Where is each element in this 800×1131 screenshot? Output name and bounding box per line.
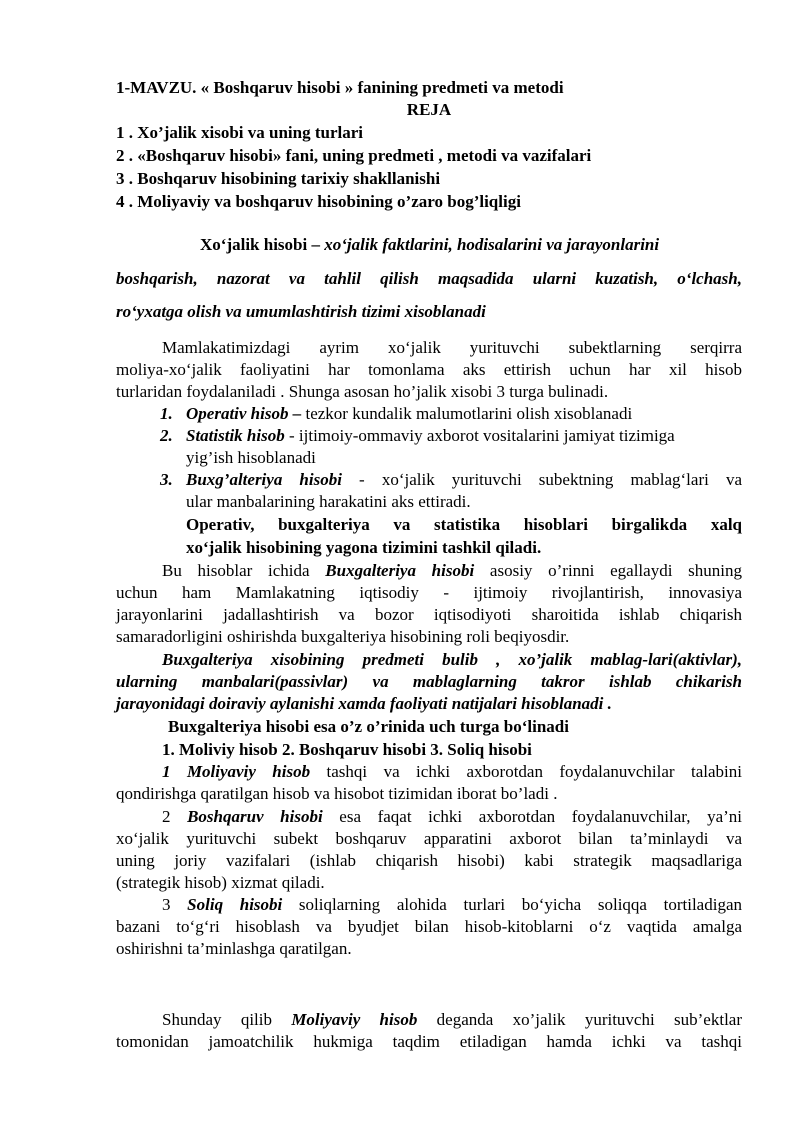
type-item-2-cont: yig’ish hisoblanadi: [186, 448, 316, 467]
unity-line-2: xo‘jalik hisobining yagona tizimini tashkil qiladi.: [186, 538, 542, 557]
tax-line-1: 3 Soliq hisobi soliqlarning alohida turlari bo‘yicha soliqqa tortiladigan: [162, 895, 743, 914]
mgmt-line-4: (strategik hisob) xizmat qiladi.: [116, 873, 325, 892]
definition-line-3: ro‘yxatga olish va umumlashtirish tizimi xisoblanadi: [116, 302, 486, 321]
definition-term: Xo‘jalik hisobi –: [200, 235, 325, 254]
tax-line-2: bazani to‘g‘ri hisoblash va byudjet bilan hisob-kitoblarni o‘z vaqtida amalga: [116, 917, 742, 936]
closing-line-1: Shunday qilib Moliyaviy hisob deganda xo’jalik yurituvchi sub’ektlar: [162, 1010, 742, 1029]
para1-line-2: moliya-xo‘jalik faoliyatini har tomonlama aks ettirish uchun har xil hisob: [116, 360, 742, 379]
closing-line-2: tomonidan jamoatchilik hukmiga taqdim etiladigan hamda ichki va tashqi: [116, 1032, 742, 1051]
three-types-list: 1. Moliviy hisob 2. Boshqaruv hisobi 3. Soliq hisobi: [162, 740, 532, 759]
mgmt-line-2: xo‘jalik yurituvchi subekt boshqaruv apparatini axborot bilan ta’minlaydi va: [116, 829, 742, 848]
mgmt-line-3: uning joriy vazifalari (ishlab chiqarish hisobi) kabi strategik maqsadlariga: [116, 851, 742, 870]
subject-line-3: jarayonidagi doiraviy aylanishi xamda faoliyati natijalari hisoblanadi .: [116, 694, 612, 713]
fin-line-2: qondirishga qaratilgan hisob va hisobot tizimidan iborat bo’ladi .: [116, 784, 558, 803]
unity-line-1: Operativ, buxgalteriya va statistika hisoblari birgalikda xalq: [186, 515, 742, 534]
para1-line-3: turlaridan foydalaniladi . Shunga asosan ho’jalik xisobi 3 turga bulinadi.: [116, 382, 609, 401]
subject-line-2: ularning manbalari(passivlar) va mablaglarning takror ishlab chikarish: [116, 672, 742, 691]
para2-line-4: samaradorligini oshirishda buxgalteriya hisobining roli beqiyosdir.: [116, 627, 570, 646]
tax-line-3: oshirishni ta’minlashga qaratilgan.: [116, 939, 352, 958]
type-item-2: 2. Statistik hisob - ijtimoiy-ommaviy axborot vositalarini jamiyat tizimiga: [160, 426, 675, 445]
three-types-heading: Buxgalteriya hisobi esa o’z o’rinida uch turga bo‘linadi: [168, 717, 569, 736]
definition-line-2: boshqarish, nazorat va tahlil qilish maqsadida ularni kuzatish, o‘lchash,: [116, 269, 742, 288]
subject-line-1: Buxgalteriya xisobining predmeti bulib , xo’jalik mablag-lari(aktivlar),: [162, 650, 742, 669]
fin-line-1: 1 Moliyaviy hisob tashqi va ichki axborotdan foydalanuvchilar talabini: [162, 762, 742, 781]
definition-line-1: [116, 234, 742, 256]
para1-line-1: Mamlakatimizdagi ayrim xo‘jalik yurituvchi subektlarning serqirra: [162, 338, 742, 357]
topic-title: 1-MAVZU. « Boshqaruv hisobi » fanining predmeti va metodi: [116, 78, 564, 97]
mgmt-line-1: 2 Boshqaruv hisobi esa faqat ichki axborotdan foydalanuvchilar, ya’ni: [162, 807, 742, 826]
definition-text-1: xo‘jalik faktlarini, hodisalarini va jarayonlarini: [324, 235, 660, 254]
plan-item-3: 3 . Boshqaruv hisobining tarixiy shakllanishi: [116, 169, 441, 188]
plan-heading: REJA: [406, 100, 452, 119]
plan-item-4: 4 . Moliyaviy va boshqaruv hisobining o’zaro bog’liqligi: [116, 192, 521, 211]
type-item-3-cont: ular manbalarining harakatini aks ettiradi.: [186, 492, 471, 511]
plan-item-2: 2 . «Boshqaruv hisobi» fani, uning predmeti , metodi va vazifalari: [116, 146, 592, 165]
para2-line-2: uchun ham Mamlakatning iqtisodiy - ijtimoiy rivojlantirish, innovasiya: [116, 583, 742, 602]
para2-line-1: Bu hisoblar ichida Buxgalteriya hisobi asosiy o’rinni egallaydi shuning: [162, 561, 742, 580]
type-item-1: 1. Operativ hisob – tezkor kundalik malumotlarini olish xisoblanadi: [160, 404, 633, 423]
para2-line-3: jarayonlarini jadallashtirish va bozor iqtisodiyoti sharoitida ishlab chiqarish: [116, 605, 742, 624]
type-item-3: 3. Buxg’alteriya hisobi - xo‘jalik yurituvchi subektning mablag‘lari va: [160, 470, 742, 489]
plan-item-1: 1 . Xo’jalik xisobi va uning turlari: [116, 123, 364, 142]
